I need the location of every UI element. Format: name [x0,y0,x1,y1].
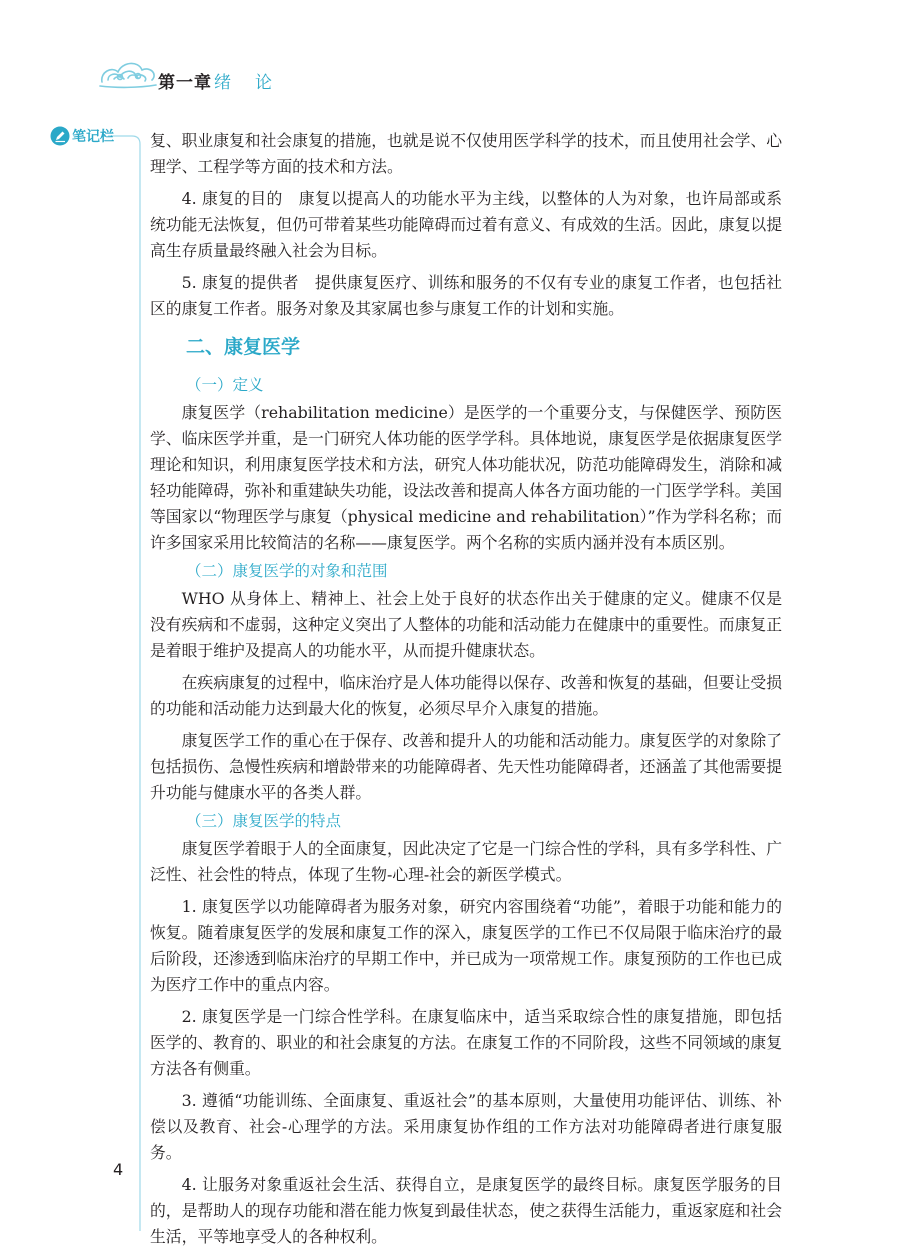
margin-divider-line [0,0,160,1231]
subsection-heading: （二）康复医学的对象和范围 [186,562,388,580]
paragraph: 4. 康复的目的 康复以提高人的功能水平为主线，以整体的人为对象，也许局部或系统功能无法恢复，但仍可带着某些功能障碍而过着有意义、有成效的生活。因此，康复以提高生存质量最终融入社会为目标。 [150,189,782,260]
paragraph: WHO 从身体上、精神上、社会上处于良好的状态作出关于健康的定义。健康不仅是没有疾病和不虚弱，这种定义突出了人整体的功能和活动能力在健康中的重要性。而康复正是着眼于维护及提高人的功能水平，从而提升健康状态。 [150,589,782,660]
pencil-note-icon [50,126,70,146]
paragraph: 4. 让服务对象重返社会生活、获得自立，是康复医学的最终目标。康复医学服务的目的，是帮助人的现存功能和潜在能力恢复到最佳状态，使之获得生活能力，重返家庭和社会生活，平等地享受人的各种权利。 [150,1175,782,1246]
paragraph: 5. 康复的提供者 提供康复医疗、训练和服务的不仅有专业的康复工作者，也包括社区的康复工作者。服务对象及其家属也参与康复工作的计划和实施。 [150,273,782,318]
paragraph: 康复医学着眼于人的全面康复，因此决定了它是一门综合性的学科，具有多学科性、广泛性、社会性的特点，体现了生物-心理-社会的新医学模式。 [150,839,782,884]
paragraph: 3. 遵循“功能训练、全面康复、重返社会”的基本原则，大量使用功能评估、训练、补偿以及教育、社会-心理学的方法。采用康复协作组的工作方法对功能障碍者进行康复服务。 [150,1091,782,1162]
chapter-number: 第一章 [158,73,212,93]
paragraph: 1. 康复医学以功能障碍者为服务对象，研究内容围绕着“功能”，着眼于功能和能力的恢复。随着康复医学的发展和康复工作的深入，康复医学的工作已不仅局限于临床治疗的最后阶段，还渗透到临床治疗的早期工作中，并已成为一项常规工作。康复预防的工作也已成为医疗工作中的重点内容。 [150,897,782,994]
section-heading: 二、康复医学 [186,336,301,358]
page-body [150,128,782,1250]
paragraph: 复、职业康复和社会康复的措施，也就是说不仅使用医学科学的技术，而且使用社会学、心理学、工程学等方面的技术和方法。 [150,131,782,176]
notes-column-badge [50,126,114,146]
chapter-title: 绪论 [214,73,296,93]
paragraph: 康复医学（rehabilitation medicine）是医学的一个重要分支，与保健医学、预防医学、临床医学并重，是一门研究人体功能的医学学科。具体地说，康复医学是依据康复医学理论和知识，利用康复医学技术和方法，研究人体功能状况，防范功能障碍发生，消除和减轻功能障碍，弥补和重建缺失功能，设法改善和提高人体各方面功能的一门医学学科。美国等国家以“物理医学与康复（physical medicine and rehabilitation）”作为学科名称；而许多国家采用比较简洁的名称——康复医学。两个名称的实质内涵并没有本质区别。 [150,403,782,552]
paragraph: 康复医学工作的重心在于保存、改善和提升人的功能和活动能力。康复医学的对象除了包括损伤、急慢性疾病和增龄带来的功能障碍者、先天性功能障碍者，还涵盖了其他需要提升功能与健康水平的各类人群。 [150,731,782,802]
notes-column-label: 笔记栏 [72,129,114,145]
page-number: 4 [113,1160,124,1179]
paragraph: 在疾病康复的过程中，临床治疗是人体功能得以保存、改善和恢复的基础，但要让受损的功能和活动能力达到最大化的恢复，必须尽早介入康复的措施。 [150,673,782,718]
subsection-heading: （一）定义 [186,376,264,394]
subsection-heading: （三）康复医学的特点 [186,812,342,830]
paragraph: 2. 康复医学是一门综合性学科。在康复临床中，适当采取综合性的康复措施，即包括医学的、教育的、职业的和社会康复的方法。在康复工作的不同阶段，这些不同领域的康复方法各有侧重。 [150,1007,782,1078]
